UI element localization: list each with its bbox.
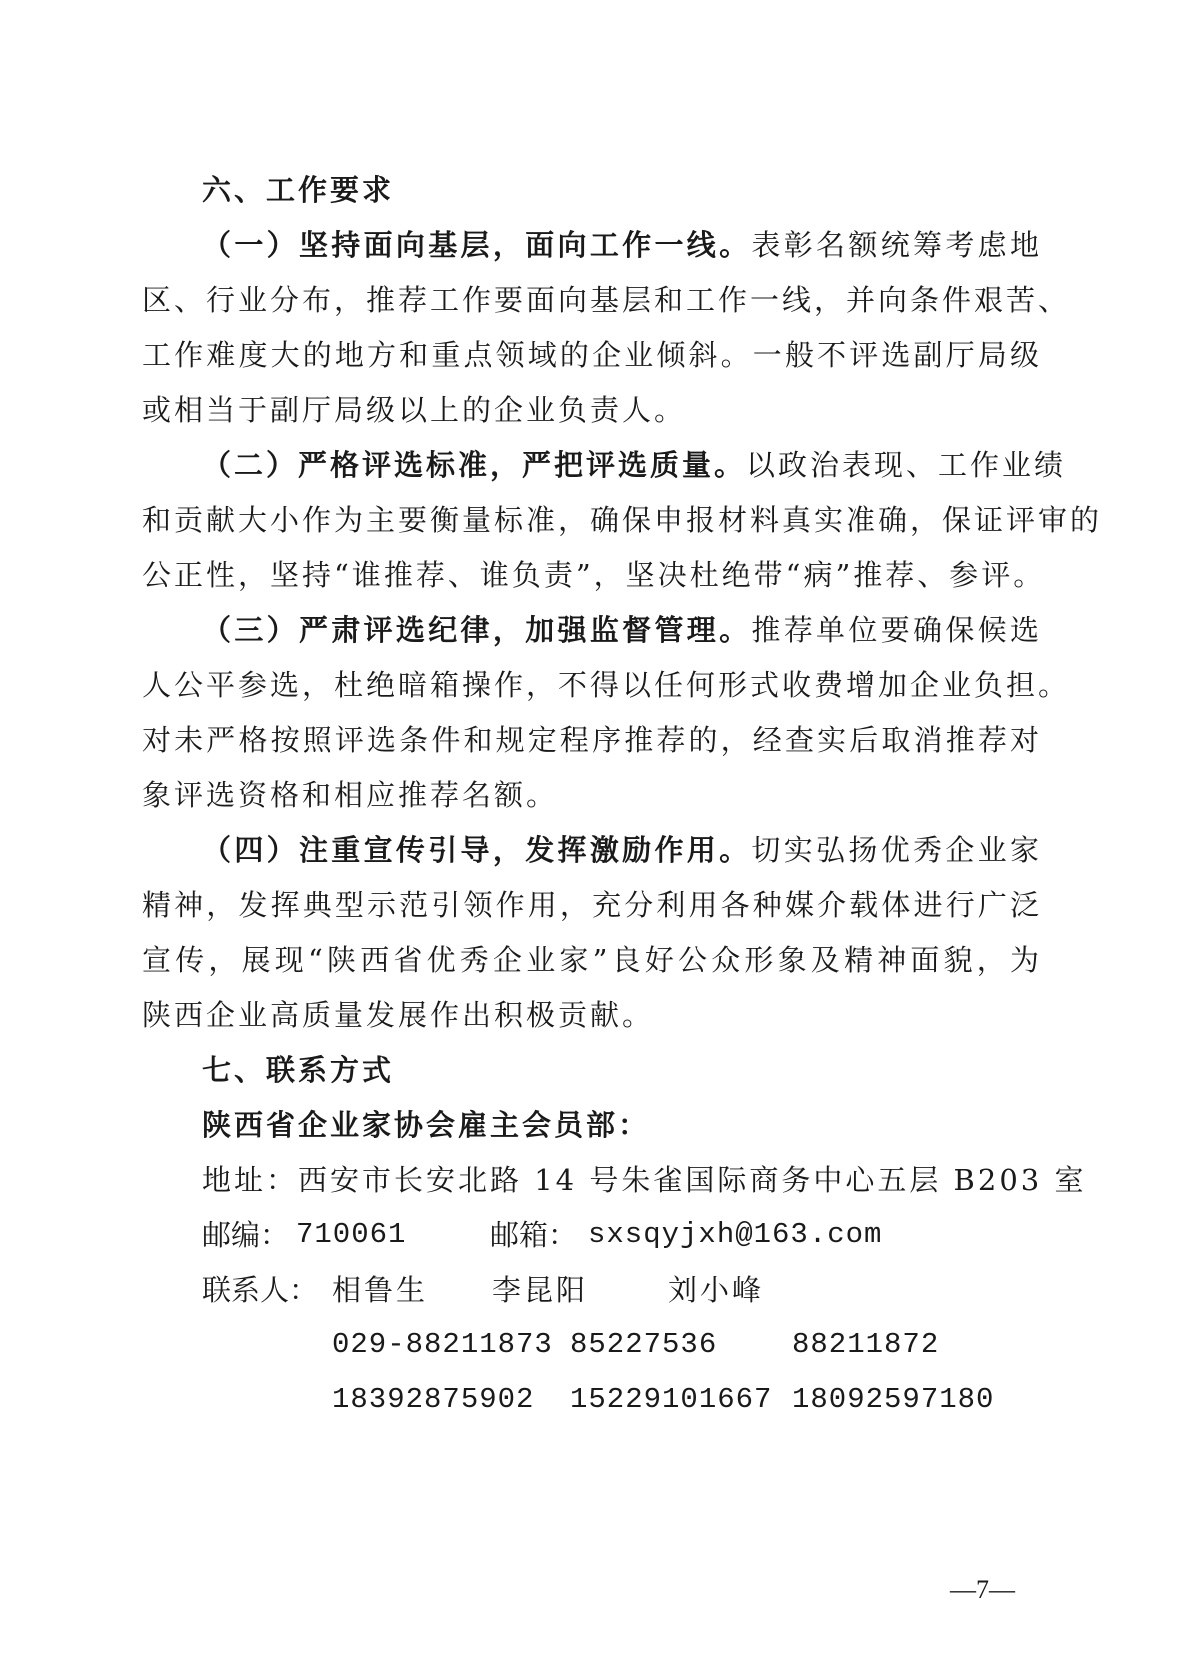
contact-mobile: 18392875902 (332, 1383, 535, 1416)
paragraph-line: 区、行业分布，推荐工作要面向基层和工作一线，并向条件艰苦、 (142, 283, 1071, 317)
contacts-label: 联系人： (202, 1273, 319, 1307)
section-heading: 六、工作要求 (202, 173, 395, 207)
paragraph-lead: （二）严格评选标准，严把评选质量。 (202, 448, 747, 482)
paragraph-text: 切实弘扬优秀企业家 (751, 833, 1042, 867)
contact-phone: 029-88211873 (332, 1328, 553, 1361)
contact-org: 陕西省企业家协会雇主会员部： (202, 1108, 651, 1142)
contact-phone: 88211872 (792, 1328, 940, 1361)
contact-mobile: 18092597180 (792, 1383, 995, 1416)
contact-phone: 85227536 (570, 1328, 718, 1361)
email-value: sxsqyjxh@163.com (588, 1218, 883, 1251)
email-label: 邮箱： (490, 1218, 578, 1252)
paragraph-line: 或相当于副厅局级以上的企业负责人。 (142, 393, 687, 427)
paragraph-line: 宣传，展现“陕西省优秀企业家”良好公众形象及精神面貌，为 (142, 943, 1042, 977)
paragraph-line: 和贡献大小作为主要衡量标准，确保申报材料真实准确，保证评审的 (142, 503, 1103, 537)
contact-address: 地址：西安市长安北路 14 号朱雀国际商务中心五层 B203 室 (202, 1163, 1087, 1197)
paragraph-line (202, 445, 1067, 485)
paragraph-line: 象评选资格和相应推荐名额。 (142, 778, 559, 812)
page-number: —7— (950, 1575, 1015, 1604)
paragraph-line: 工作难度大的地方和重点领域的企业倾斜。一般不评选副厅局级 (142, 338, 1042, 372)
section-heading: 七、联系方式 (202, 1053, 395, 1087)
contact-name: 李昆阳 (492, 1273, 589, 1307)
paragraph-line: 对未严格按照评选条件和规定程序推荐的，经查实后取消推荐对 (142, 723, 1042, 757)
paragraph-line: 公正性，坚持“谁推荐、谁负责”，坚决杜绝带“病”推荐、参评。 (142, 558, 1046, 592)
postcode-label: 邮编： (202, 1218, 290, 1252)
paragraph-line (202, 610, 1042, 650)
paragraph-line: 人公平参选，杜绝暗箱操作，不得以任何形式收费增加企业负担。 (142, 668, 1071, 702)
paragraph-lead: （三）严肃评选纪律，加强监督管理。 (202, 613, 752, 647)
postcode-value: 710061 (296, 1218, 407, 1251)
contact-name: 刘小峰 (668, 1273, 765, 1307)
paragraph-text: 推荐单位要确保候选 (751, 613, 1042, 647)
paragraph-lead: （四）注重宣传引导，发挥激励作用。 (202, 833, 752, 867)
paragraph-line: 精神，发挥典型示范引领作用，充分利用各种媒介载体进行广泛 (142, 888, 1042, 922)
paragraph-line (202, 225, 1042, 265)
contact-name: 相鲁生 (332, 1273, 429, 1307)
paragraph-text: 以政治表现、工作业绩 (746, 448, 1067, 482)
paragraph-line (202, 830, 1042, 870)
paragraph-lead: （一）坚持面向基层，面向工作一线。 (202, 228, 752, 262)
paragraph-text: 表彰名额统筹考虑地 (751, 228, 1042, 262)
contact-mobile: 15229101667 (570, 1383, 773, 1416)
paragraph-line: 陕西企业高质量发展作出积极贡献。 (142, 998, 655, 1032)
